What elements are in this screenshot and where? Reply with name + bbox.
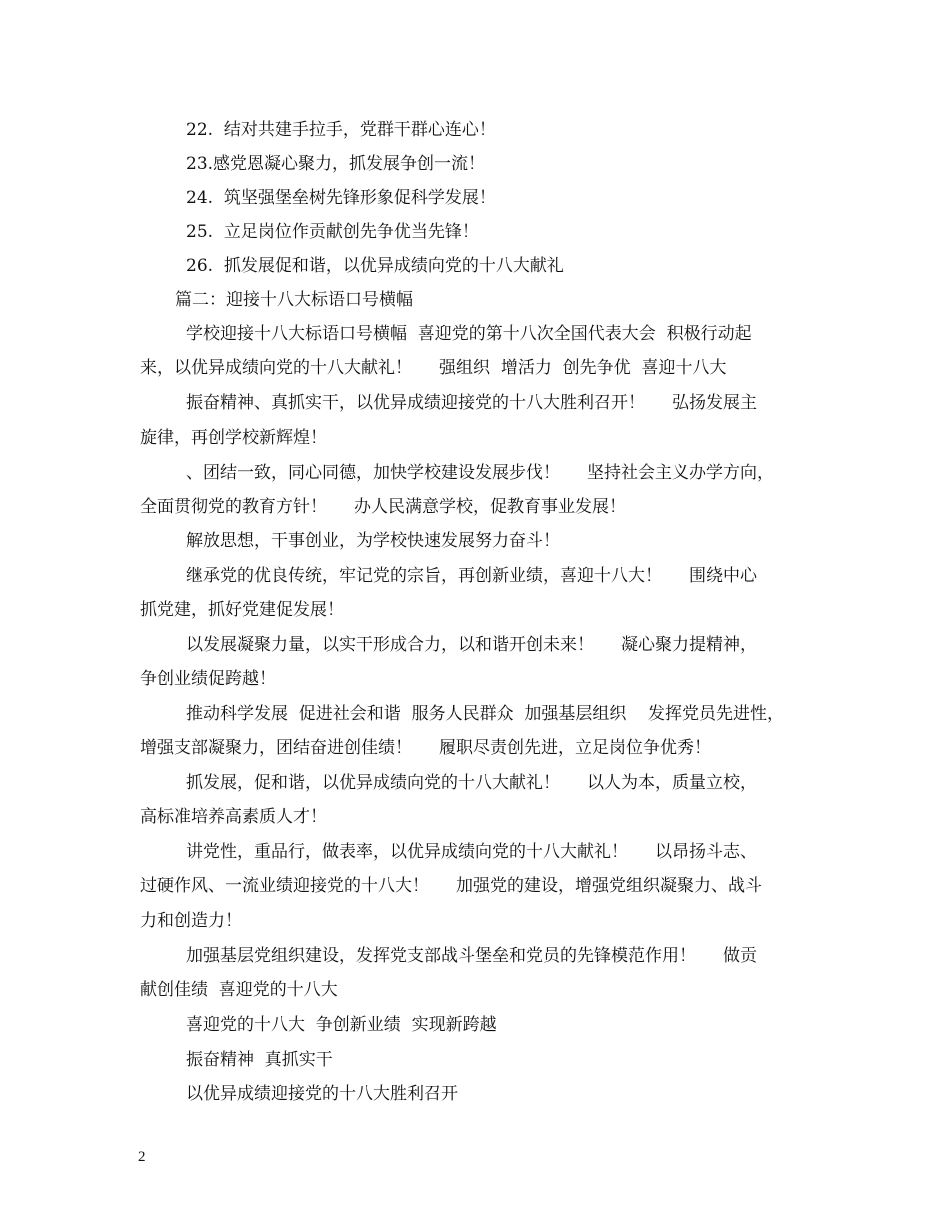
list-item: 26. 抓发展促和谐，以优异成绩向党的十八大献礼 bbox=[186, 256, 564, 276]
paragraph-line: 解放思想，干事创业，为学校快速发展努力奋斗！ bbox=[186, 531, 560, 551]
paragraph-line: 高标准培养高素质人才！ bbox=[140, 807, 327, 827]
paragraph-line: 抓发展，促和谐，以优异成绩向党的十八大献礼！ 以人为本，质量立校， bbox=[186, 773, 758, 793]
paragraph-line: 争创业绩促跨越！ bbox=[140, 669, 276, 689]
paragraph-line: 推动科学发展 促进社会和谐 服务人民群众 加强基层组织 发挥党员先进性， bbox=[186, 704, 785, 724]
list-item: 22. 结对共建手拉手，党群干群心连心！ bbox=[186, 120, 496, 140]
paragraph-line: 以优异成绩迎接党的十八大胜利召开 bbox=[186, 1084, 458, 1104]
paragraph-line: 、团结一致，同心同德，加快学校建设发展步伐！ 坚持社会主义办学方向， bbox=[186, 463, 775, 483]
paragraph-line: 增强支部凝聚力，团结奋进创佳绩！ 履职尽责创先进，立足岗位争优秀！ bbox=[140, 738, 712, 758]
paragraph-line: 喜迎党的十八大 争创新业绩 实现新跨越 bbox=[186, 1015, 497, 1035]
paragraph-line: 振奋精神、真抓实干，以优异成绩迎接党的十八大胜利召开！ 弘扬发展主 bbox=[186, 393, 758, 413]
page-number: 2 bbox=[138, 1149, 146, 1165]
paragraph-line: 来，以优异成绩向党的十八大献礼！ 强组织 增活力 创先争优 喜迎十八大 bbox=[140, 358, 727, 378]
paragraph-line: 学校迎接十八大标语口号横幅 喜迎党的第十八次全国代表大会 积极行动起 bbox=[186, 324, 752, 344]
list-item: 24. 筑坚强堡垒树先锋形象促科学发展！ bbox=[186, 188, 496, 208]
section-title: 篇二：迎接十八大标语口号横幅 bbox=[175, 290, 413, 310]
paragraph-line: 以发展凝聚力量，以实干形成合力，以和谐开创未来！ 凝心聚力提精神， bbox=[186, 635, 758, 655]
paragraph-line: 献创佳绩 喜迎党的十八大 bbox=[140, 980, 338, 1000]
paragraph-line: 全面贯彻党的教育方针！ 办人民满意学校，促教育事业发展！ bbox=[140, 497, 627, 517]
paragraph-line: 旋律，再创学校新辉煌！ bbox=[140, 428, 327, 448]
list-item: 23.感党恩凝心聚力，抓发展争创一流！ bbox=[186, 154, 486, 174]
list-item: 25. 立足岗位作贡献创先争优当先锋！ bbox=[186, 222, 479, 242]
paragraph-line: 抓党建，抓好党建促发展！ bbox=[140, 600, 344, 620]
paragraph-line: 过硬作风、一流业绩迎接党的十八大！ 加强党的建设，增强党组织凝聚力、战斗 bbox=[140, 876, 763, 896]
paragraph-line: 讲党性，重品行，做表率，以优异成绩向党的十八大献礼！ 以昂扬斗志、 bbox=[186, 842, 758, 862]
paragraph-line: 继承党的优良传统，牢记党的宗旨，再创新业绩，喜迎十八大！ 围绕中心 bbox=[186, 566, 758, 586]
paragraph-line: 力和创造力！ bbox=[140, 911, 242, 931]
paragraph-line: 加强基层党组织建设，发挥党支部战斗堡垒和党员的先锋模范作用！ 做贡 bbox=[186, 946, 758, 966]
paragraph-line: 振奋精神 真抓实干 bbox=[186, 1050, 333, 1070]
